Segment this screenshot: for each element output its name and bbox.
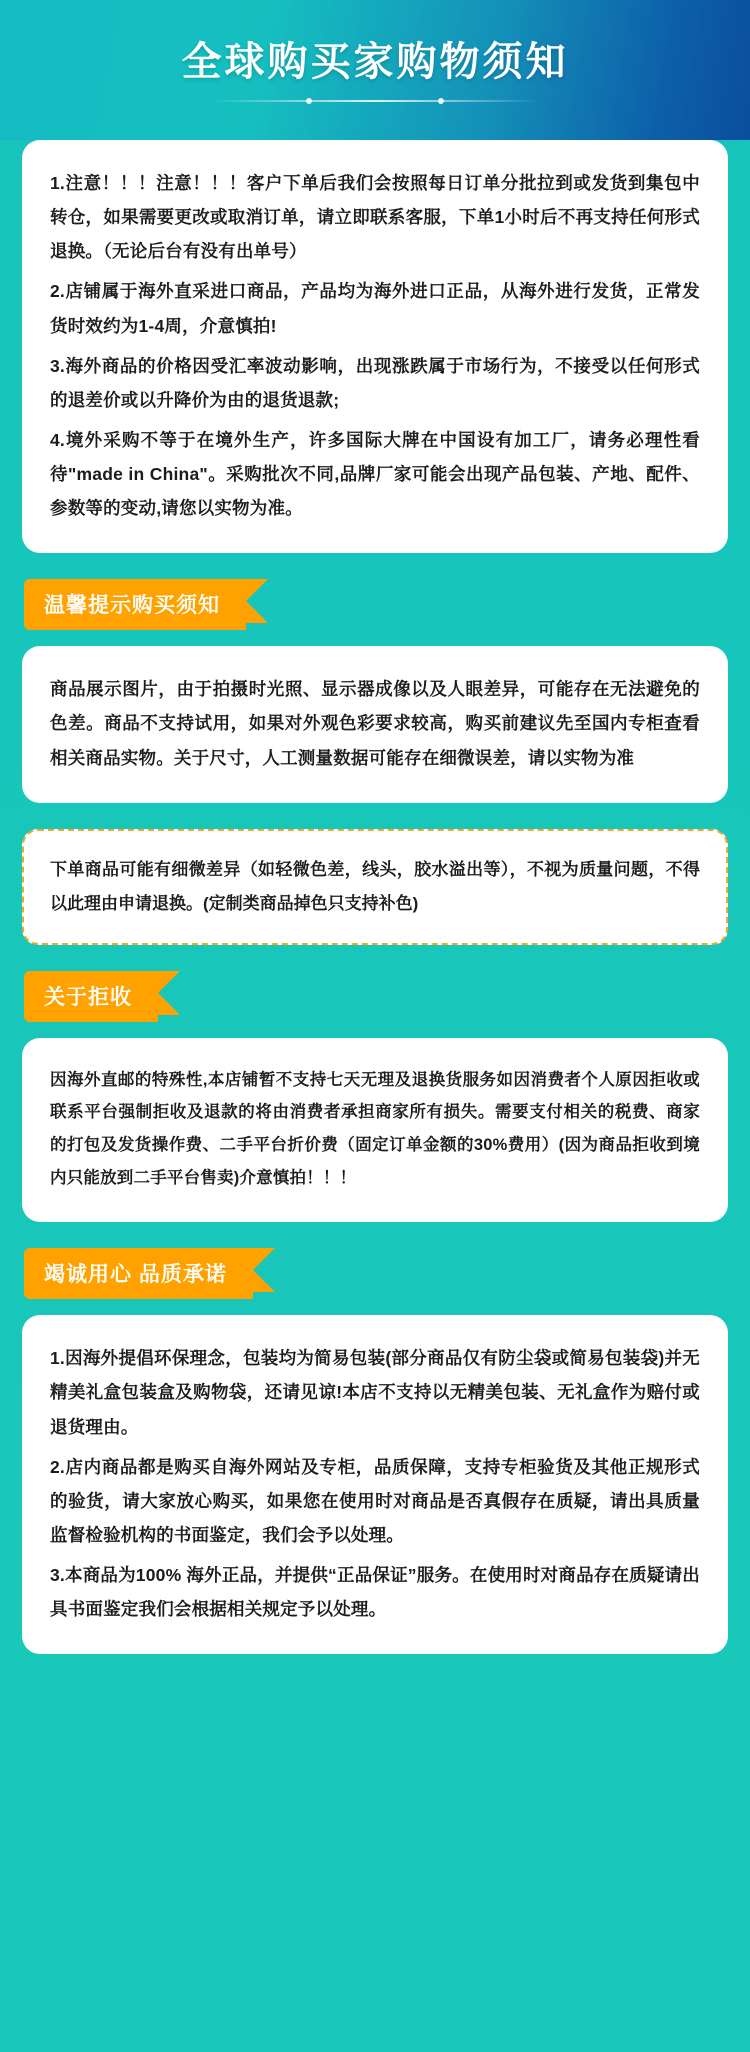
tips-heading-label: 温馨提示购买须知 [24, 579, 246, 630]
promise-paragraph-3: 3.本商品为100% 海外正品，并提供“正品保证”服务。在使用时对商品存在质疑请出具书面鉴定我们会根据相关规定予以处理。 [50, 1565, 700, 1620]
promise-card [22, 1315, 728, 1654]
refusal-paragraph-1: 因海外直邮的特殊性,本店铺暂不支持七天无理及退换货服务如因消费者个人原因拒收或联系平台强制拒收及退款的将由消费者承担商家所有损失。需要支付相关的税费、商家的打包及发货操作费、二手平台折价费（固定订单金额的30%费用）(因为商品拒收到境内只能放到二手平台售卖)介意慎拍！！！ [50, 1070, 700, 1187]
tips-note-text: 下单商品可能有细微差异（如轻微色差，线头，胶水溢出等），不视为质量问题，不得以此理由申请退换。(定制类商品掉色只支持补色) [50, 859, 700, 913]
notice-card [22, 140, 728, 553]
promise-heading-label: 竭诚用心 品质承诺 [24, 1248, 253, 1299]
tips-heading [24, 579, 246, 630]
page-banner [0, 0, 750, 140]
notice-paragraph-4: 4.境外采购不等于在境外生产，许多国际大牌在中国设有加工厂，请务必理性看待"made in China"。采购批次不同,品牌厂家可能会出现产品包装、产地、配件、参数等的变动,请您以实物为准。 [50, 429, 700, 519]
promise-heading [24, 1248, 253, 1299]
promise-paragraph-2: 2.店内商品都是购买自海外网站及专柜，品质保障，支持专柜验货及其他正规形式的验货，请大家放心购买，如果您在使用时对商品是否真假存在质疑，请出具质量监督检验机构的书面鉴定，我们会予以处理。 [50, 1456, 700, 1545]
tips-paragraph-1: 商品展示图片，由于拍摄时光照、显示器成像以及人眼差异，可能存在无法避免的色差。商品不支持试用，如果对外观色彩要求较高，购买前建议先至国内专柜查看相关商品实物。关于尺寸，人工测量数据可能存在细微误差，请以实物为准 [50, 679, 700, 768]
tips-card [22, 646, 728, 802]
refusal-heading-label: 关于拒收 [24, 971, 158, 1022]
refusal-heading [24, 971, 158, 1022]
refusal-card [22, 1038, 728, 1223]
banner-divider [210, 100, 540, 102]
tips-note-card [22, 829, 728, 945]
notice-paragraph-alert: 1.注意！！！注意！！！客户下单后我们会按照每日订单分批拉到或发货到集包中转仓，如果需要更改或取消订单，请立即联系客服，下单1小时后不再支持任何形式退换。（无论后台有没有出单号） [50, 173, 700, 262]
notice-paragraph-2: 2.店铺属于海外直采进口商品，产品均为海外进口正品，从海外进行发货，正常发货时效约为1-4周，介意慎拍! [50, 281, 700, 336]
promise-paragraph-1: 1.因海外提倡环保理念，包装均为简易包装(部分商品仅有防尘袋或简易包装袋)并无精美礼盒包装盒及购物袋，还请见谅!本店不支持以无精美包装、无礼盒作为赔付或退货理由。 [50, 1348, 700, 1437]
page-title: 全球购买家购物须知 [181, 40, 569, 84]
notice-paragraph-3: 3.海外商品的价格因受汇率波动影响，出现涨跌属于市场行为，不接受以任何形式的退差价或以升降价为由的退货退款; [50, 355, 700, 410]
page-content [0, 140, 750, 1720]
